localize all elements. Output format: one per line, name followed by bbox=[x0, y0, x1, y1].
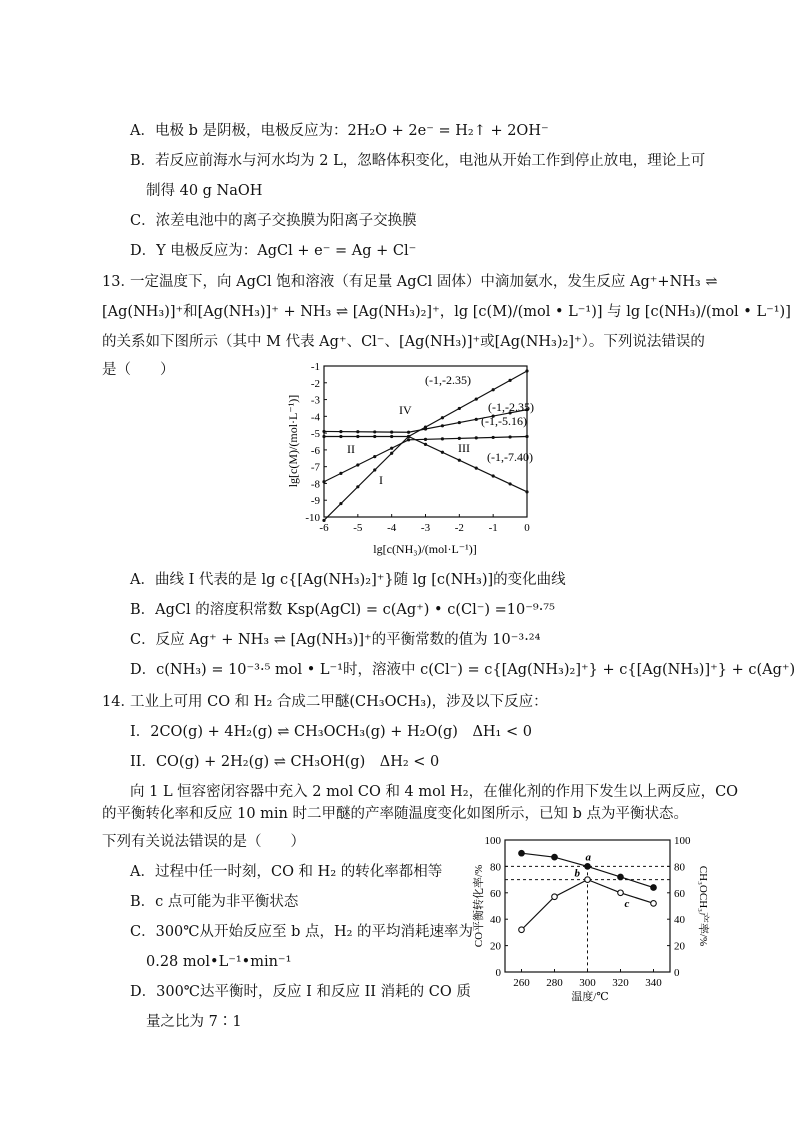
q13-stem-line4: 是（ ） bbox=[102, 362, 175, 378]
chart1-annotation: (-1,-2.35) bbox=[425, 373, 471, 387]
chart-co-dme bbox=[470, 830, 710, 1030]
chart1-point bbox=[508, 482, 511, 485]
q14-reaction-1: I．2CO(g) + 4H₂(g) ⇌ CH₃OCH₃(g) + H₂O(g) ΔH₁ < 0 bbox=[130, 724, 532, 740]
chart1-point bbox=[424, 427, 427, 430]
q14-stem-line4: 下列有关说法错误的是（ ） bbox=[102, 834, 305, 850]
chart1-ytick-label: -5 bbox=[310, 428, 320, 441]
chart1-xtick-label: -2 bbox=[454, 522, 464, 534]
chart2-ytick-label-right: 0 bbox=[674, 967, 680, 979]
chart1-curve-label-I: I bbox=[379, 473, 383, 487]
q14-option-d-cont: 量之比为 7∶1 bbox=[146, 1014, 242, 1030]
q14-option-a: A．过程中任一时刻，CO 和 H₂ 的转化率都相等 bbox=[130, 864, 443, 880]
chart2-xtick-label: 320 bbox=[612, 977, 629, 989]
chart1-ylabel: lg[c(M)/(mol·L⁻¹)] bbox=[286, 394, 300, 488]
chart1-point bbox=[373, 455, 376, 458]
chart1-point bbox=[492, 388, 495, 391]
chart2-point-label-b: b bbox=[574, 867, 580, 880]
chart2-ytick-label-right: 100 bbox=[674, 835, 691, 847]
chart2-xtick-label: 260 bbox=[513, 977, 530, 989]
chart2-point bbox=[519, 850, 525, 856]
chart1-point bbox=[390, 431, 393, 434]
chart1-ytick-label: -7 bbox=[310, 461, 320, 474]
chart1-ytick-label: -1 bbox=[310, 361, 320, 373]
chart1-point bbox=[458, 437, 461, 440]
chart2-ylabel-left: CO平衡转化率/% bbox=[473, 864, 485, 948]
chart2-point bbox=[651, 885, 657, 891]
chart1-curve-label-II: II bbox=[347, 442, 355, 456]
chart2-point bbox=[618, 890, 624, 896]
q14-option-d: D．300℃达平衡时，反应 I 和反应 II 消耗的 CO 质 bbox=[130, 984, 471, 1000]
chart2-point-label-c: c bbox=[624, 897, 630, 910]
chart2-xlabel: 温度/℃ bbox=[571, 991, 609, 1003]
chart1-point bbox=[508, 435, 511, 438]
chart1-point bbox=[458, 459, 461, 462]
chart2-point bbox=[552, 894, 558, 900]
chart1-point bbox=[407, 431, 410, 434]
q12-option-d: D．Y 电极反应为：AgCl + e⁻ = Ag + Cl⁻ bbox=[130, 243, 417, 259]
chart2-point bbox=[585, 864, 591, 870]
chart2-ytick-label-right: 80 bbox=[674, 861, 685, 874]
chart1-point bbox=[339, 435, 342, 438]
q14-option-c-cont: 0.28 mol•L⁻¹•min⁻¹ bbox=[146, 954, 292, 970]
q13-number: 13． bbox=[102, 274, 135, 290]
q14-stem-line1: 工业上可用 CO 和 H₂ 合成二甲醚(CH₃OCH₃)，涉及以下反应： bbox=[130, 694, 548, 710]
chart1-point bbox=[458, 421, 461, 424]
chart1-point bbox=[407, 438, 410, 441]
chart1-point bbox=[525, 435, 528, 438]
chart2-point bbox=[651, 901, 657, 907]
chart1-point bbox=[475, 418, 478, 421]
q13-stem-line3: 的关系如下图所示（其中 M 代表 Ag⁺、Cl⁻、[Ag(NH₃)]⁺或[Ag(NH₃)₂]⁺）。下列说法错误的 bbox=[102, 334, 705, 350]
chart2-xtick-label: 300 bbox=[579, 977, 596, 989]
chart1-point bbox=[458, 407, 461, 410]
chart1-point bbox=[373, 435, 376, 438]
q14-stem-line3: 的平衡转化率和反应 10 min 时二甲醚的产率随温度变化如图所示，已知 b 点为平衡状态。 bbox=[102, 806, 689, 822]
chart1-point bbox=[356, 430, 359, 433]
chart1-annotation: (-1,-5.16) bbox=[481, 414, 527, 428]
chart1-ytick-label: -3 bbox=[310, 394, 320, 407]
chart1-xtick-label: -1 bbox=[488, 522, 498, 534]
chart1-xtick-label: -3 bbox=[420, 522, 431, 534]
q14-option-b: B．c 点可能为非平衡状态 bbox=[130, 894, 299, 910]
chart1-ytick-label: -6 bbox=[310, 444, 320, 457]
chart2-point-label-a: a bbox=[585, 851, 591, 864]
chart2-point bbox=[552, 854, 558, 860]
chart1-point bbox=[441, 451, 444, 454]
chart1-point bbox=[322, 480, 325, 483]
chart1-point bbox=[475, 397, 478, 400]
q12-option-a: A．电极 b 是阴极，电极反应为：2H₂O + 2e⁻ = H₂↑ + 2OH⁻ bbox=[130, 123, 549, 139]
chart1-point bbox=[441, 424, 444, 427]
chart1-point bbox=[492, 474, 495, 477]
chart2-ytick-label-right: 20 bbox=[674, 940, 685, 953]
chart1-xtick-label: -4 bbox=[387, 522, 397, 534]
chart1-point bbox=[441, 437, 444, 440]
q12-option-b: B．若反应前海水与河水均为 2 L，忽略体积变化，电池从开始工作到停止放电，理论上可 bbox=[130, 153, 706, 169]
chart1-xtick-label: -5 bbox=[353, 522, 363, 534]
chart2-xtick-label: 340 bbox=[645, 977, 662, 989]
chart1-point bbox=[424, 443, 427, 446]
chart1-point bbox=[508, 379, 511, 382]
chart1-ytick-label: -9 bbox=[310, 495, 320, 508]
chart1-point bbox=[390, 452, 393, 455]
q13-option-b: B．AgCl 的溶度积常数 Ksp(AgCl) = c(Ag⁺) • c(Cl⁻) =10⁻⁹·⁷⁵ bbox=[130, 602, 555, 618]
chart2-ytick-label-left: 100 bbox=[484, 835, 501, 847]
q13-stem-line1: 一定温度下，向 AgCl 饱和溶液（有足量 AgCl 固体）中滴加氨水，发生反应 Ag⁺+NH₃ ⇌ bbox=[130, 274, 718, 290]
chart2-point bbox=[618, 874, 624, 880]
q14-stem-line2: 向 1 L 恒容密闭容器中充入 2 mol CO 和 4 mol H₂，在催化剂的作用下发生以上两反应，CO bbox=[130, 784, 739, 800]
chart2-ytick-label-left: 40 bbox=[490, 914, 501, 927]
q13-option-a: A．曲线 I 代表的是 lg c{[Ag(NH₃)₂]⁺}随 lg [c(NH₃)]的变化曲线 bbox=[130, 572, 566, 588]
chart1-point bbox=[525, 369, 528, 372]
chart1-point bbox=[356, 463, 359, 466]
chart1-ytick-label: -4 bbox=[310, 411, 320, 424]
chart-ag-nh3 bbox=[280, 358, 550, 558]
chart1-xlabel: lg[c(NH₃)/(mol·L⁻¹)] bbox=[373, 542, 477, 556]
chart1-point bbox=[373, 430, 376, 433]
q13-option-d: D．c(NH₃) = 10⁻³·⁵ mol • L⁻¹时，溶液中 c(Cl⁻) = c{[Ag(NH₃)₂]⁺} + c{[Ag(NH₃)]⁺} + c(Ag⁺) bbox=[130, 662, 796, 678]
chart2-ytick-label-right: 40 bbox=[674, 914, 685, 927]
q14-option-c: C．300℃从开始反应至 b 点，H₂ 的平均消耗速率为 bbox=[130, 924, 474, 940]
chart2-ytick-label-left: 60 bbox=[490, 887, 501, 900]
chart2-point bbox=[585, 877, 591, 883]
chart1-ytick-label: -8 bbox=[310, 478, 320, 491]
chart1-xtick-label: 0 bbox=[524, 522, 530, 534]
chart1-point bbox=[339, 430, 342, 433]
q12-option-b-cont: 制得 40 g NaOH bbox=[146, 183, 263, 199]
chart2-ylabel-right: CH₃OCH₃产率/% bbox=[697, 865, 709, 947]
q14-number: 14． bbox=[102, 694, 135, 710]
chart1-point bbox=[322, 430, 325, 433]
chart2-point bbox=[519, 927, 525, 933]
chart1-point bbox=[373, 468, 376, 471]
chart2-xtick-label: 280 bbox=[546, 977, 563, 989]
chart1-point bbox=[322, 435, 325, 438]
chart1-annotation: (-1,-2.35) bbox=[488, 400, 534, 414]
chart1-curve-label-III: III bbox=[458, 441, 470, 455]
chart1-ytick-label: -2 bbox=[310, 377, 320, 390]
chart2-ytick-label-left: 80 bbox=[490, 861, 501, 874]
q13-stem-line2: [Ag(NH₃)]⁺和[Ag(NH₃)]⁺ + NH₃ ⇌ [Ag(NH₃)₂]⁺，lg [c(M)/(mol • L⁻¹)] 与 lg [c(NH₃)/(mol • L⁻¹)] bbox=[102, 304, 791, 320]
chart1-point bbox=[407, 435, 410, 438]
chart1-point bbox=[322, 519, 325, 522]
chart1-point bbox=[356, 435, 359, 438]
q13-option-c: C．反应 Ag⁺ + NH₃ ⇌ [Ag(NH₃)]⁺的平衡常数的值为 10⁻³·²⁴ bbox=[130, 632, 541, 648]
chart1-point bbox=[441, 416, 444, 419]
chart1-point bbox=[390, 447, 393, 450]
q12-option-c: C．浓差电池中的离子交换膜为阳离子交换膜 bbox=[130, 213, 417, 229]
chart1-point bbox=[339, 502, 342, 505]
chart1-point bbox=[492, 436, 495, 439]
chart1-curve-label-IV: IV bbox=[399, 403, 412, 417]
chart1-point bbox=[356, 485, 359, 488]
chart1-xtick-label: -6 bbox=[319, 522, 329, 534]
chart1-annotation: (-1,-7.40) bbox=[487, 450, 533, 464]
chart2-ytick-label-left: 20 bbox=[490, 940, 501, 953]
chart1-point bbox=[339, 472, 342, 475]
chart2-ytick-label-left: 0 bbox=[495, 967, 501, 979]
chart1-ytick-label: -10 bbox=[305, 512, 320, 524]
q14-reaction-2: II．CO(g) + 2H₂(g) ⇌ CH₃OH(g) ΔH₂ < 0 bbox=[130, 754, 440, 770]
chart1-point bbox=[475, 436, 478, 439]
chart1-point bbox=[475, 467, 478, 470]
chart1-point bbox=[390, 435, 393, 438]
chart1-point bbox=[424, 438, 427, 441]
chart2-ytick-label-right: 60 bbox=[674, 887, 685, 900]
chart1-point bbox=[525, 490, 528, 493]
